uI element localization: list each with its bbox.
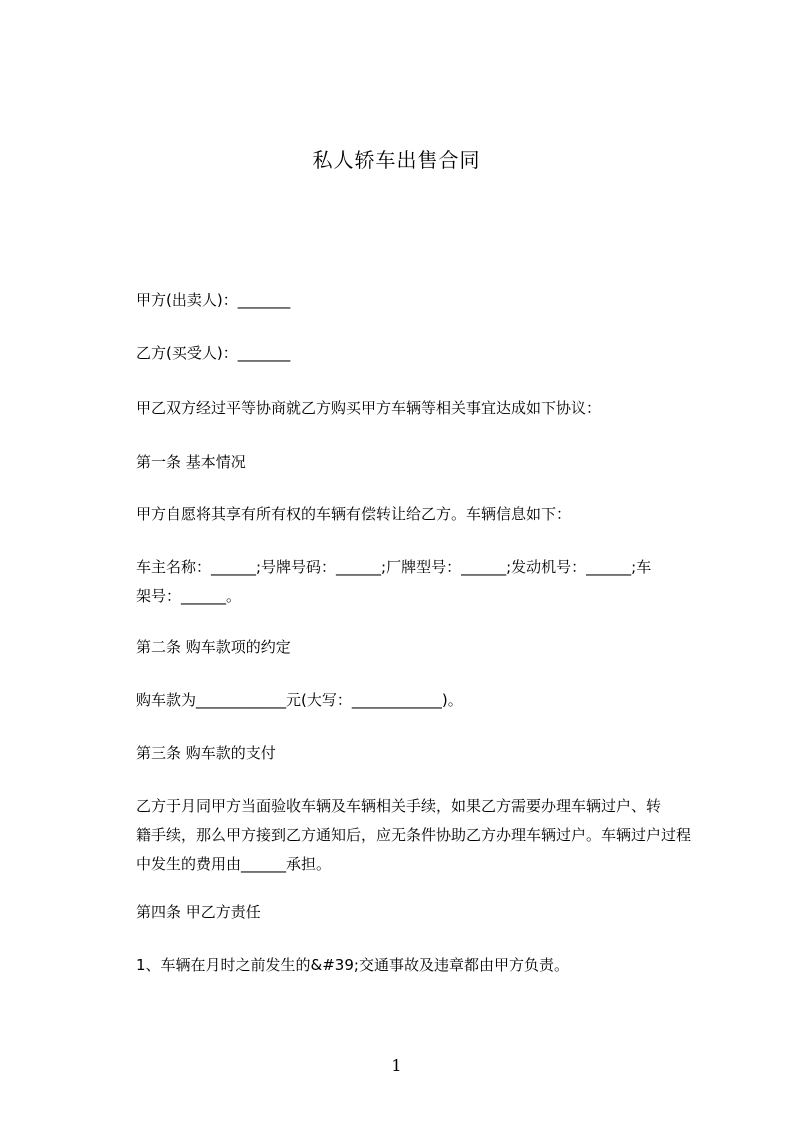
vehicle-info-line: 架号：______。 — [136, 587, 242, 605]
party-b-line: 乙方(买受人)：_______ — [136, 344, 291, 362]
vehicle-info-line: 车主名称：______;号牌号码：______;厂牌型号：______;发动机号：______;车 — [136, 558, 652, 576]
article4-heading: 第四条 甲乙方责任 — [136, 903, 261, 921]
vehicle-info-paragraph — [136, 553, 706, 611]
article2-text: 购车款为____________元(大写：____________)。 — [136, 691, 463, 709]
intro-paragraph: 甲乙双方经过平等协商就乙方购买甲方车辆等相关事宜达成如下协议： — [136, 399, 602, 417]
article3-line: 乙方于月同甲方当面验收车辆及车辆相关手续，如果乙方需要办理车辆过户、转 — [136, 797, 662, 815]
article2-heading: 第二条 购车款项的约定 — [136, 638, 291, 656]
article1-heading: 第一条 基本情况 — [136, 453, 246, 471]
party-a-line: 甲方(出卖人)：_______ — [136, 291, 291, 309]
article3-heading: 第三条 购车款的支付 — [136, 744, 276, 762]
article1-text: 甲方自愿将其享有所有权的车辆有偿转让给乙方。车辆信息如下： — [136, 505, 572, 523]
article3-line: 中发生的费用由______承担。 — [136, 855, 332, 873]
document-title: 私人轿车出售合同 — [312, 148, 481, 172]
page-number: 1 — [391, 1056, 402, 1075]
article4-item1: 1、车辆在月时之前发生的&#39;交通事故及违章都由甲方负责。 — [136, 956, 569, 974]
article3-paragraph — [136, 792, 706, 879]
article3-line: 籍手续，那么甲方接到乙方通知后，应无条件协助乙方办理车辆过户。车辆过户过程 — [136, 826, 692, 844]
